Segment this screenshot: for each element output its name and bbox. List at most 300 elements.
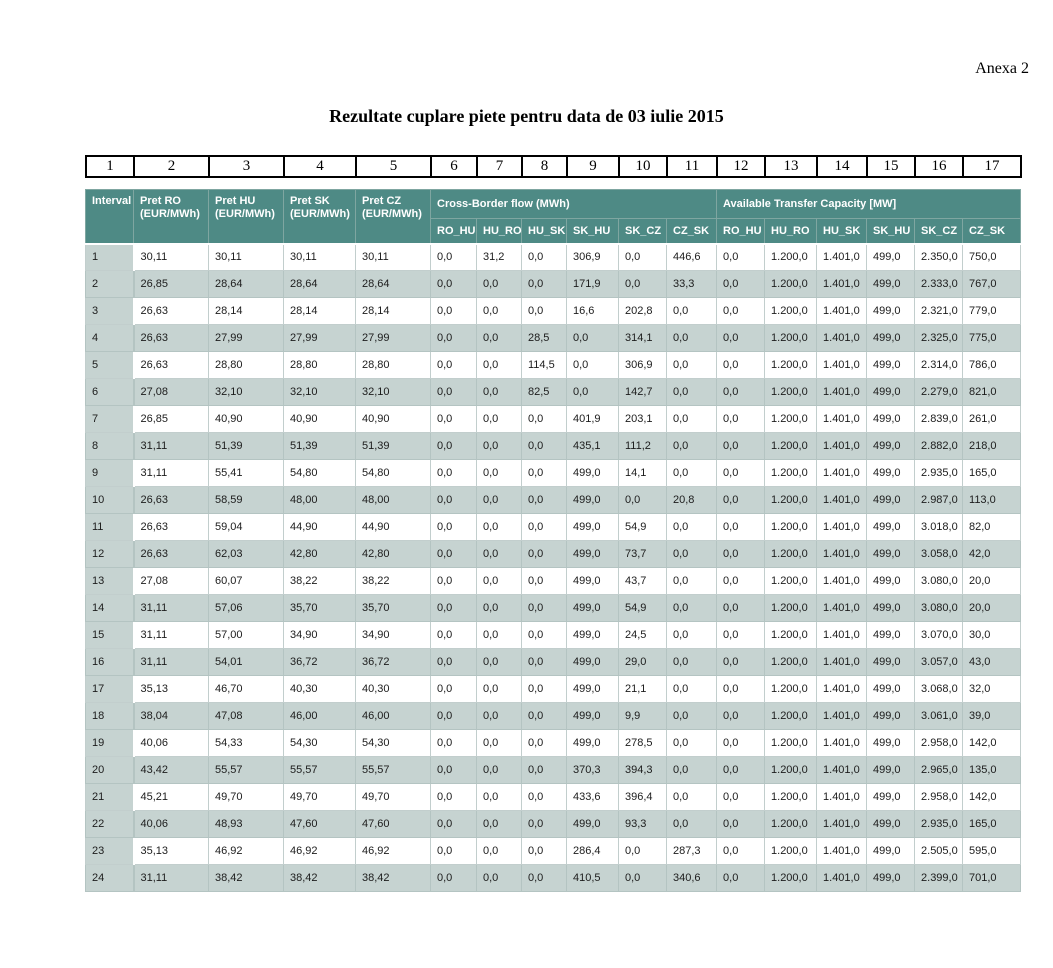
value-cell: 499,0 [867,379,915,406]
value-cell: 499,0 [567,568,619,595]
value-cell: 0,0 [522,676,567,703]
value-cell: 14,1 [619,460,667,487]
value-cell: 142,7 [619,379,667,406]
atc-col-header-hu_ro: HU_RO [765,219,817,244]
value-cell: 499,0 [867,244,915,271]
interval-cell: 6 [86,379,134,406]
value-cell: 54,01 [209,649,284,676]
value-cell: 28,80 [356,352,431,379]
value-cell: 0,0 [431,244,477,271]
value-cell: 0,0 [667,730,717,757]
interval-cell: 24 [86,865,134,892]
value-cell: 0,0 [717,865,765,892]
interval-cell: 19 [86,730,134,757]
interval-cell: 22 [86,811,134,838]
value-cell: 499,0 [867,865,915,892]
value-cell: 499,0 [867,325,915,352]
value-cell: 0,0 [667,406,717,433]
value-cell: 499,0 [867,352,915,379]
column-number-cell: 16 [915,156,963,177]
value-cell: 1.401,0 [817,784,867,811]
atc-col-header-cz_sk: CZ_SK [963,219,1021,244]
value-cell: 42,80 [356,541,431,568]
value-cell: 26,85 [134,271,209,298]
value-cell: 0,0 [431,784,477,811]
column-number-cell: 6 [431,156,477,177]
value-cell: 26,63 [134,487,209,514]
value-cell: 0,0 [522,298,567,325]
value-cell: 0,0 [667,649,717,676]
table-row [86,433,1021,460]
value-cell: 0,0 [431,568,477,595]
value-cell: 0,0 [667,676,717,703]
table-row [86,298,1021,325]
value-cell: 31,11 [134,460,209,487]
value-cell: 55,41 [209,460,284,487]
value-cell: 0,0 [522,730,567,757]
value-cell: 0,0 [717,757,765,784]
value-cell: 40,90 [209,406,284,433]
column-number-cell: 2 [134,156,209,177]
value-cell: 499,0 [867,730,915,757]
value-cell: 767,0 [963,271,1021,298]
value-cell: 34,90 [284,622,356,649]
value-cell: 499,0 [867,271,915,298]
value-cell: 42,0 [963,541,1021,568]
table-row [86,406,1021,433]
value-cell: 0,0 [619,865,667,892]
value-cell: 499,0 [567,811,619,838]
value-cell: 786,0 [963,352,1021,379]
value-cell: 701,0 [963,865,1021,892]
value-cell: 401,9 [567,406,619,433]
value-cell: 46,00 [284,703,356,730]
value-cell: 1.200,0 [765,514,817,541]
value-cell: 57,06 [209,595,284,622]
value-cell: 1.200,0 [765,568,817,595]
value-cell: 0,0 [667,379,717,406]
column-number-cell: 13 [765,156,817,177]
value-cell: 0,0 [667,595,717,622]
value-cell: 0,0 [717,622,765,649]
value-cell: 0,0 [431,622,477,649]
value-cell: 1.401,0 [817,379,867,406]
value-cell: 1.401,0 [817,838,867,865]
value-cell: 3.018,0 [915,514,963,541]
page-title: Rezultate cuplare piete pentru data de 03 iulie 2015 [329,106,724,126]
value-cell: 31,11 [134,595,209,622]
value-cell: 0,0 [567,352,619,379]
value-cell: 2.333,0 [915,271,963,298]
value-cell: 278,5 [619,730,667,757]
value-cell: 28,64 [209,271,284,298]
value-cell: 0,0 [431,460,477,487]
value-cell: 27,08 [134,379,209,406]
interval-cell: 9 [86,460,134,487]
table-row [86,838,1021,865]
value-cell: 0,0 [717,676,765,703]
value-cell: 31,2 [477,244,522,271]
value-cell: 0,0 [477,865,522,892]
value-cell: 0,0 [667,811,717,838]
interval-cell: 13 [86,568,134,595]
value-cell: 821,0 [963,379,1021,406]
value-cell: 0,0 [477,514,522,541]
value-cell: 82,0 [963,514,1021,541]
column-number-cell: 12 [717,156,765,177]
value-cell: 1.200,0 [765,676,817,703]
value-cell: 49,70 [356,784,431,811]
value-cell: 30,11 [209,244,284,271]
value-cell: 0,0 [431,703,477,730]
value-cell: 0,0 [667,433,717,460]
value-cell: 0,0 [431,271,477,298]
value-cell: 28,14 [356,298,431,325]
column-number-cell: 1 [86,156,134,177]
value-cell: 35,13 [134,676,209,703]
column-number-cell: 10 [619,156,667,177]
value-cell: 0,0 [431,541,477,568]
value-cell: 2.321,0 [915,298,963,325]
value-cell: 499,0 [867,568,915,595]
value-cell: 28,5 [522,325,567,352]
column-number-cell: 17 [963,156,1021,177]
value-cell: 1.401,0 [817,298,867,325]
column-number-cell: 4 [284,156,356,177]
value-cell: 1.401,0 [817,433,867,460]
value-cell: 0,0 [477,298,522,325]
value-cell: 43,42 [134,757,209,784]
value-cell: 142,0 [963,784,1021,811]
value-cell: 1.200,0 [765,811,817,838]
value-cell: 3.080,0 [915,595,963,622]
value-cell: 435,1 [567,433,619,460]
value-cell: 499,0 [567,487,619,514]
value-cell: 0,0 [717,514,765,541]
value-cell: 20,8 [667,487,717,514]
col-header-pret-hu [209,190,284,244]
value-cell: 1.200,0 [765,244,817,271]
atc-col-header-ro_hu: RO_HU [717,219,765,244]
value-cell: 58,59 [209,487,284,514]
value-cell: 0,0 [667,568,717,595]
value-cell: 0,0 [717,541,765,568]
value-cell: 0,0 [667,352,717,379]
table-row [86,811,1021,838]
flow-col-header-cz_sk: CZ_SK [667,219,717,244]
value-cell: 0,0 [619,271,667,298]
value-cell: 0,0 [431,406,477,433]
value-cell: 0,0 [522,271,567,298]
value-cell: 0,0 [717,298,765,325]
value-cell: 1.401,0 [817,487,867,514]
value-cell: 499,0 [567,676,619,703]
value-cell: 0,0 [567,325,619,352]
value-cell: 26,63 [134,352,209,379]
value-cell: 0,0 [667,541,717,568]
value-cell: 27,99 [209,325,284,352]
value-cell: 44,90 [284,514,356,541]
value-cell: 35,70 [284,595,356,622]
value-cell: 51,39 [209,433,284,460]
value-cell: 499,0 [567,703,619,730]
value-cell: 499,0 [867,541,915,568]
value-cell: 32,10 [209,379,284,406]
table-row [86,514,1021,541]
value-cell: 0,0 [522,595,567,622]
value-cell: 27,99 [356,325,431,352]
table-row [86,730,1021,757]
value-cell: 0,0 [717,433,765,460]
value-cell: 0,0 [431,811,477,838]
value-cell: 47,08 [209,703,284,730]
value-cell: 51,39 [356,433,431,460]
value-cell: 3.058,0 [915,541,963,568]
value-cell: 0,0 [667,784,717,811]
value-cell: 499,0 [867,838,915,865]
flow-col-header-hu_ro: HU_RO [477,219,522,244]
column-number-cell: 8 [522,156,567,177]
value-cell: 499,0 [867,703,915,730]
interval-cell: 8 [86,433,134,460]
interval-cell: 17 [86,676,134,703]
value-cell: 499,0 [567,460,619,487]
group-header-cross-border-flow: Cross-Border flow (MWh) [431,190,717,219]
value-cell: 1.200,0 [765,433,817,460]
value-cell: 0,0 [667,325,717,352]
value-cell: 26,85 [134,406,209,433]
value-cell: 0,0 [619,838,667,865]
value-cell: 2.314,0 [915,352,963,379]
table-row [86,622,1021,649]
value-cell: 0,0 [477,622,522,649]
value-cell: 775,0 [963,325,1021,352]
value-cell: 202,8 [619,298,667,325]
interval-cell: 7 [86,406,134,433]
col-header-pret-cz-line2: (EUR/MWh) [362,208,422,220]
col-header-pret-cz [356,190,431,244]
col-header-pret-ro [134,190,209,244]
value-cell: 3.068,0 [915,676,963,703]
value-cell: 499,0 [567,514,619,541]
value-cell: 0,0 [477,379,522,406]
col-header-pret-cz-line1: Pret CZ [362,195,402,207]
value-cell: 0,0 [477,757,522,784]
value-cell: 0,0 [717,811,765,838]
value-cell: 0,0 [717,595,765,622]
value-cell: 111,2 [619,433,667,460]
column-number-cell: 7 [477,156,522,177]
value-cell: 40,06 [134,730,209,757]
value-cell: 0,0 [477,433,522,460]
value-cell: 286,4 [567,838,619,865]
value-cell: 0,0 [477,676,522,703]
value-cell: 28,14 [209,298,284,325]
value-cell: 0,0 [477,649,522,676]
value-cell: 0,0 [717,649,765,676]
value-cell: 114,5 [522,352,567,379]
value-cell: 0,0 [431,514,477,541]
value-cell: 0,0 [522,244,567,271]
value-cell: 499,0 [867,757,915,784]
value-cell: 27,08 [134,568,209,595]
value-cell: 45,21 [134,784,209,811]
value-cell: 0,0 [477,352,522,379]
value-cell: 499,0 [867,649,915,676]
value-cell: 446,6 [667,244,717,271]
value-cell: 1.401,0 [817,676,867,703]
column-number-cell: 3 [209,156,284,177]
value-cell: 0,0 [522,568,567,595]
value-cell: 0,0 [431,865,477,892]
value-cell: 47,60 [356,811,431,838]
column-number-cells [86,156,1021,177]
value-cell: 306,9 [619,352,667,379]
col-header-pret-ro-line1: Pret RO [140,195,181,207]
annex-label: Anexa 2 [975,60,1029,77]
value-cell: 30,11 [356,244,431,271]
value-cell: 54,33 [209,730,284,757]
value-cell: 2.325,0 [915,325,963,352]
value-cell: 1.401,0 [817,244,867,271]
value-cell: 595,0 [963,838,1021,865]
table-row [86,595,1021,622]
value-cell: 0,0 [522,487,567,514]
value-cell: 499,0 [567,730,619,757]
table-row [86,379,1021,406]
value-cell: 1.200,0 [765,379,817,406]
value-cell: 0,0 [522,460,567,487]
atc-col-header-sk_hu: SK_HU [867,219,915,244]
value-cell: 499,0 [567,649,619,676]
col-header-pret-ro-line2: (EUR/MWh) [140,208,200,220]
atc-col-header-hu_sk: HU_SK [817,219,867,244]
value-cell: 1.401,0 [817,406,867,433]
flow-col-header-sk_hu: SK_HU [567,219,619,244]
value-cell: 0,0 [431,298,477,325]
value-cell: 499,0 [867,406,915,433]
value-cell: 1.401,0 [817,325,867,352]
value-cell: 0,0 [431,595,477,622]
value-cell: 1.200,0 [765,325,817,352]
value-cell: 1.200,0 [765,784,817,811]
value-cell: 35,13 [134,838,209,865]
value-cell: 0,0 [477,784,522,811]
value-cell: 499,0 [867,487,915,514]
value-cell: 0,0 [431,649,477,676]
value-cell: 49,70 [284,784,356,811]
column-number-cell: 15 [867,156,915,177]
value-cell: 30,0 [963,622,1021,649]
value-cell: 1.401,0 [817,352,867,379]
value-cell: 135,0 [963,757,1021,784]
value-cell: 0,0 [667,298,717,325]
value-cell: 1.401,0 [817,622,867,649]
interval-cell: 1 [86,244,134,271]
value-cell: 1.200,0 [765,865,817,892]
value-cell: 0,0 [717,730,765,757]
value-cell: 499,0 [867,460,915,487]
value-cell: 0,0 [431,838,477,865]
value-cell: 0,0 [477,730,522,757]
value-cell: 2.505,0 [915,838,963,865]
value-cell: 0,0 [477,460,522,487]
value-cell: 27,99 [284,325,356,352]
value-cell: 1.200,0 [765,406,817,433]
value-cell: 38,04 [134,703,209,730]
value-cell: 32,0 [963,676,1021,703]
value-cell: 0,0 [717,703,765,730]
value-cell: 0,0 [717,460,765,487]
value-cell: 3.057,0 [915,649,963,676]
value-cell: 3.070,0 [915,622,963,649]
value-cell: 31,11 [134,622,209,649]
value-cell: 49,70 [209,784,284,811]
value-cell: 3.061,0 [915,703,963,730]
column-number-cell: 14 [817,156,867,177]
value-cell: 1.200,0 [765,595,817,622]
interval-cell: 10 [86,487,134,514]
value-cell: 38,42 [284,865,356,892]
value-cell: 59,04 [209,514,284,541]
value-cell: 1.200,0 [765,352,817,379]
value-cell: 0,0 [522,703,567,730]
value-cell: 32,10 [284,379,356,406]
value-cell: 1.401,0 [817,595,867,622]
value-cell: 0,0 [717,784,765,811]
atc-col-header-sk_cz: SK_CZ [915,219,963,244]
col-header-interval: Interval [86,190,134,244]
value-cell: 40,06 [134,811,209,838]
flow-col-header-hu_sk: HU_SK [522,219,567,244]
value-cell: 433,6 [567,784,619,811]
interval-cell: 3 [86,298,134,325]
value-cell: 38,42 [209,865,284,892]
value-cell: 31,11 [134,865,209,892]
value-cell: 2.839,0 [915,406,963,433]
col-header-pret-sk [284,190,356,244]
interval-cell: 11 [86,514,134,541]
value-cell: 0,0 [619,487,667,514]
value-cell: 0,0 [431,487,477,514]
value-cell: 2.965,0 [915,757,963,784]
value-cell: 47,60 [284,811,356,838]
value-cell: 1.200,0 [765,703,817,730]
column-number-cell: 9 [567,156,619,177]
table-row [86,352,1021,379]
value-cell: 46,92 [209,838,284,865]
value-cell: 0,0 [477,568,522,595]
value-cell: 0,0 [477,325,522,352]
table-row [86,541,1021,568]
value-cell: 54,9 [619,595,667,622]
value-cell: 0,0 [717,379,765,406]
value-cell: 0,0 [477,838,522,865]
value-cell: 1.401,0 [817,541,867,568]
value-cell: 20,0 [963,568,1021,595]
value-cell: 0,0 [477,541,522,568]
value-cell: 0,0 [522,811,567,838]
value-cell: 29,0 [619,649,667,676]
value-cell: 2.987,0 [915,487,963,514]
value-cell: 0,0 [431,730,477,757]
value-cell: 0,0 [477,271,522,298]
value-cell: 0,0 [717,352,765,379]
value-cell: 499,0 [867,676,915,703]
value-cell: 0,0 [717,406,765,433]
value-cell: 26,63 [134,541,209,568]
value-cell: 1.200,0 [765,649,817,676]
